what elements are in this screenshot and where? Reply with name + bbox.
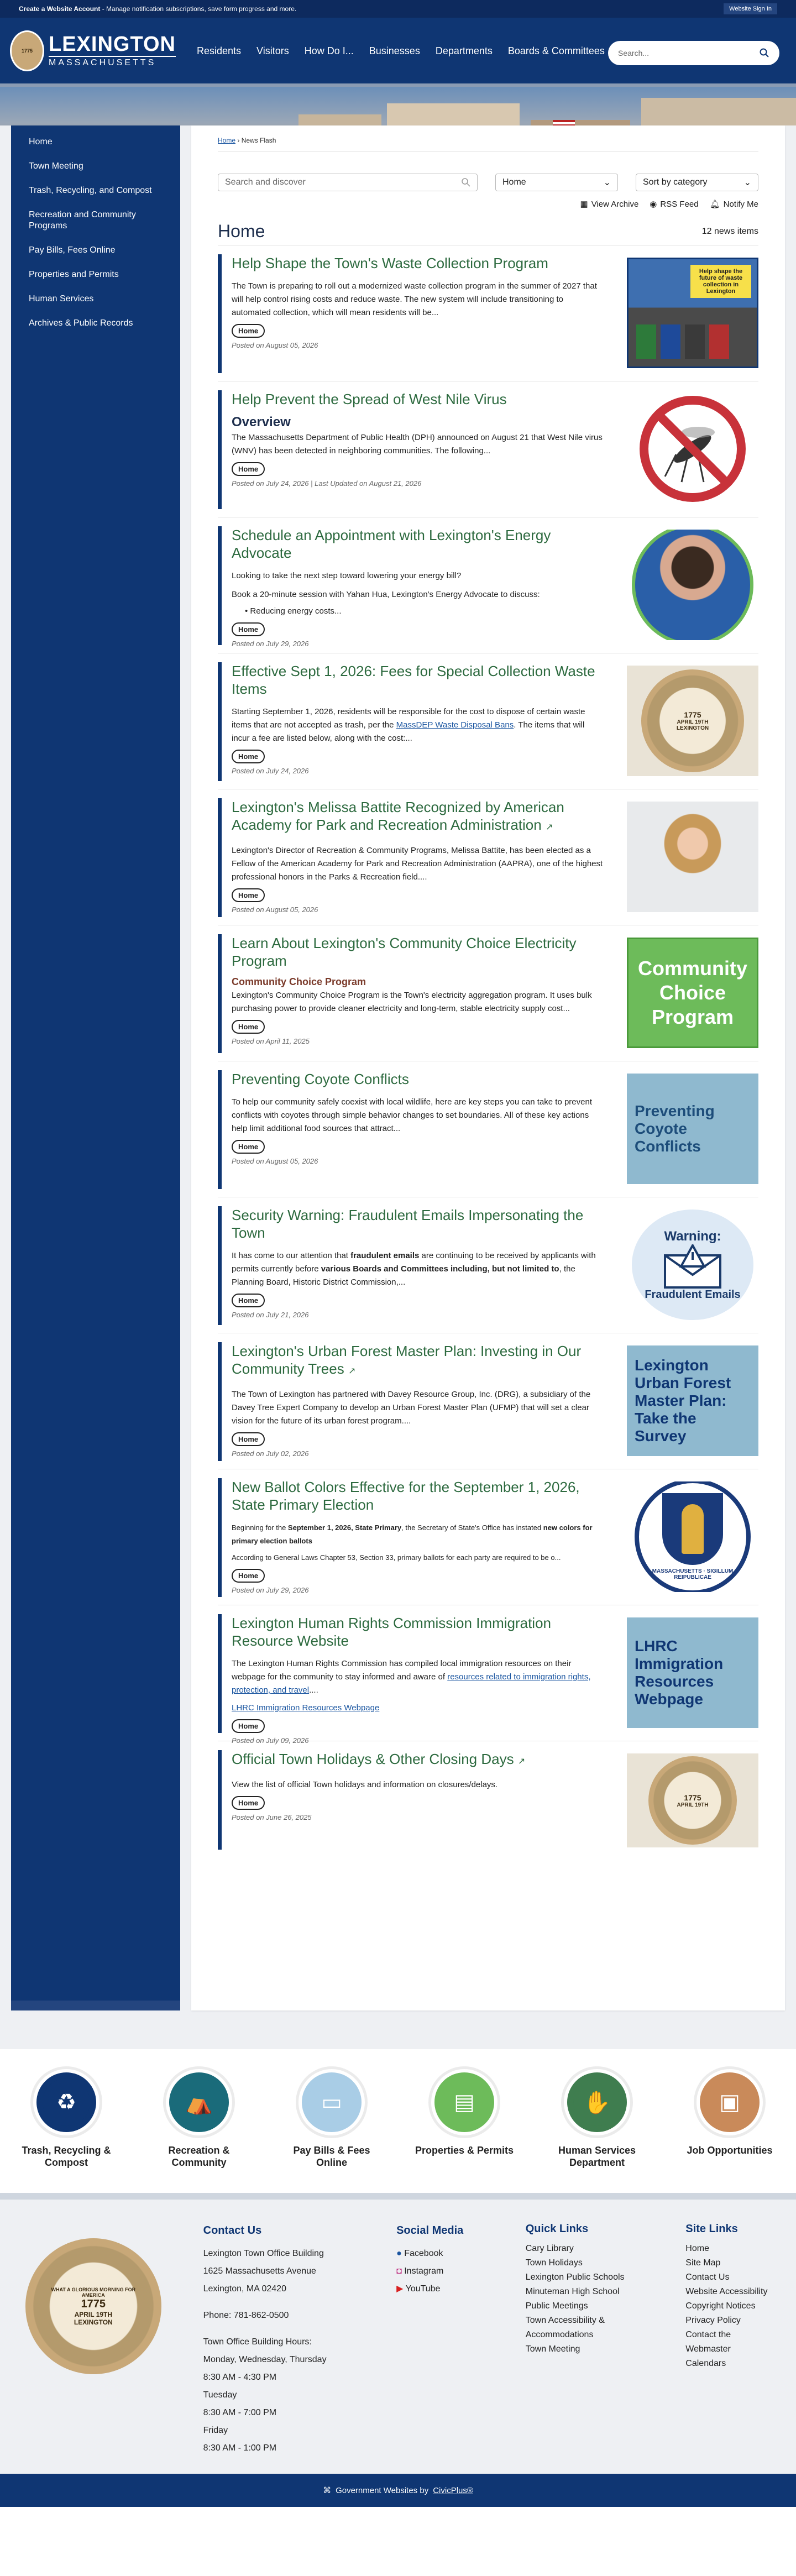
chevron-down-icon: ⌄ — [743, 178, 751, 187]
footer-site-links — [685, 2222, 796, 2457]
quicklink-trash[interactable] — [15, 2069, 117, 2169]
news-bullet: • Reducing energy costs... — [245, 606, 342, 616]
quicklink-label: Trash, Recycling & Compost — [22, 2145, 111, 2168]
footer-link[interactable]: Copyright Notices — [685, 2301, 756, 2311]
category-select[interactable] — [495, 174, 618, 191]
account-message — [19, 5, 296, 13]
footer-hours-line: Tuesday — [203, 2390, 237, 2400]
external-link-icon: ↗ — [545, 823, 553, 832]
news-title-link[interactable] — [232, 1750, 605, 1771]
news-title-link[interactable]: New Ballot Colors Effective for the September 1, 2026, State Primary Election — [232, 1479, 580, 1513]
nav-departments[interactable]: Departments — [435, 45, 493, 56]
news-excerpt — [232, 1249, 605, 1289]
sidebar-item-town-meeting[interactable]: Town Meeting — [29, 161, 83, 171]
news-thumbnail[interactable] — [627, 1210, 758, 1320]
breadcrumb-home[interactable]: Home — [218, 137, 236, 144]
recycle-glyph: ♻ — [56, 2090, 76, 2114]
footer-contact — [203, 2222, 396, 2457]
thumbnail-caption-top: Warning: — [664, 1228, 721, 1244]
news-excerpt: Lexington's Director of Recreation & Community Programs, Melissa Battite, has been elected as a Fellow of the American Academy for Park and Recreation Administration (AAPRA), one of the highest professional honors in the Parks & Recreation field.... — [232, 846, 603, 882]
seal-year: 1775 — [684, 1793, 701, 1802]
news-excerpt: The Town is preparing to roll out a modernized waste collection program in the summer of 2027 that will help control rising costs and reduce waste. The new system will include transitioning to automated collection, which will mean residents will be... — [232, 281, 597, 317]
recycle-icon — [43, 2078, 90, 2126]
news-item — [218, 653, 758, 789]
thumbnail-caption: LHRC Immigration Resources Webpage — [635, 1637, 724, 1708]
footer-hours-line: 8:30 AM - 4:30 PM — [203, 2373, 277, 2382]
briefcase-icon — [706, 2078, 753, 2126]
news-title-link[interactable]: Help Prevent the Spread of West Nile Virus — [232, 391, 507, 407]
news-date: Posted on April 11, 2025 — [232, 1037, 310, 1045]
news-item — [218, 517, 758, 653]
news-excerpt — [232, 1657, 605, 1697]
picnic-table-icon — [175, 2078, 223, 2126]
news-date: Posted on July 09, 2026 — [232, 1736, 309, 1745]
news-item — [218, 925, 758, 1061]
news-excerpt: View the list of official Town holidays and information on closures/delays. — [232, 1780, 498, 1789]
view-archive-link[interactable] — [580, 199, 639, 209]
news-excerpt-b: are continuing to be received by applicants with permits currently before — [232, 1251, 596, 1274]
page-body — [0, 125, 796, 2049]
footer-address-line: Lexington Town Office Building — [203, 2249, 324, 2258]
create-account-link[interactable]: Create a Website Account — [19, 5, 101, 13]
site-search-placeholder: Search... — [618, 49, 650, 57]
news-excerpt: The Town of Lexington has partnered with Davey Resource Group, Inc. (DRG), a subsidiary of the Davey Tree Expert Company to develop an Urban Forest Master Plan (UFMP) that will set a clear vision for the future of its urban forest program.... — [232, 1390, 591, 1426]
footer-phone: Phone: 781-862-0500 — [203, 2311, 289, 2320]
news-item — [218, 1605, 758, 1745]
news-thumbnail[interactable] — [627, 258, 758, 368]
account-message-text: - Manage notification subscriptions, save form progress and more. — [100, 5, 297, 13]
bell-icon: 🔔︎ — [709, 200, 720, 209]
massdep-bans-link[interactable]: MassDEP Waste Disposal Bans — [396, 720, 514, 730]
news-search-input[interactable] — [218, 174, 478, 191]
news-date: Posted on June 26, 2025 — [232, 1813, 312, 1821]
news-title-link[interactable]: Security Warning: Fraudulent Emails Impersonating the Town — [232, 1207, 584, 1241]
footer-link[interactable]: Calendars — [685, 2359, 726, 2368]
clipboard-glyph: ▤ — [454, 2090, 475, 2114]
seal-bottom-text: LEXINGTON — [676, 725, 709, 731]
news-date: Posted on July 02, 2026 — [232, 1449, 309, 1458]
news-date: Posted on August 05, 2026 — [232, 905, 318, 914]
footer-link[interactable]: Privacy Policy — [685, 2316, 741, 2325]
seal-year: 1775 — [81, 2297, 106, 2310]
page-title: Home — [218, 221, 265, 241]
news-excerpt-2: Book a 20-minute session with Yahan Hua, Lexington's Energy Advocate to discuss: — [232, 590, 540, 599]
news-thumbnail[interactable] — [627, 1481, 758, 1592]
facebook-link[interactable] — [396, 2245, 526, 2263]
footer-link[interactable]: Town Holidays — [525, 2258, 583, 2268]
news-list-header — [218, 221, 758, 245]
category-tag[interactable]: Home — [232, 324, 265, 338]
rss-icon: ◉ — [650, 200, 657, 209]
youtube-label: YouTube — [405, 2284, 441, 2294]
news-excerpt-a: It has come to our attention that — [232, 1251, 351, 1260]
footer-link[interactable]: Lexington Public Schools — [525, 2273, 625, 2282]
quicklink-label: Human Services Department — [558, 2145, 636, 2168]
search-icon[interactable] — [760, 48, 769, 58]
footer-link[interactable]: Public Meetings — [525, 2301, 588, 2311]
news-title-link[interactable]: Preventing Coyote Conflicts — [232, 1071, 409, 1087]
news-thumbnail[interactable] — [627, 1617, 758, 1728]
site-footer — [0, 2193, 796, 2474]
instagram-link[interactable] — [396, 2263, 526, 2280]
news-excerpt — [232, 1521, 605, 1548]
credit-card-icon — [308, 2078, 355, 2126]
site-search-input[interactable] — [608, 41, 779, 65]
footer-link[interactable]: Contact Us — [685, 2273, 730, 2282]
site-subtitle: MASSACHUSETTS — [49, 56, 176, 68]
sidebar-item-pay-bills[interactable]: Pay Bills, Fees Online — [29, 245, 116, 255]
sidebar-item-archives[interactable]: Archives & Public Records — [29, 318, 133, 328]
news-excerpt-text: The Lexington Human Rights Commission has compiled local immigration resources on their webpage for the community to stay informed and aware of — [232, 1659, 572, 1682]
news-date: Posted on August 05, 2026 — [232, 341, 318, 349]
news-search-placeholder: Search and discover — [225, 177, 306, 187]
news-subheading: Community Choice Program — [232, 976, 366, 987]
lhrc-webpage-link[interactable]: LHRC Immigration Resources Webpage — [232, 1703, 380, 1713]
category-tag[interactable]: Home — [232, 1294, 265, 1307]
site-header — [0, 18, 796, 87]
news-thumbnail[interactable] — [627, 1074, 758, 1184]
seal-year: 1775 — [21, 48, 33, 54]
news-filters — [218, 174, 758, 191]
news-title-link[interactable] — [232, 798, 605, 836]
quicklink-label: Properties & Permits — [415, 2145, 514, 2156]
view-archive-label: View Archive — [591, 199, 639, 209]
energy-advocate-photo — [632, 530, 753, 640]
seal-bottom-text: LEXINGTON — [74, 2318, 113, 2326]
news-excerpt-text: Starting September 1, 2026, residents will be responsible for the cost to dispose of certain waste items that are not accepted as trash, per the — [232, 707, 585, 730]
thumbnail-caption-bottom: Fraudulent Emails — [645, 1288, 741, 1301]
footer-link[interactable]: Minuteman High School — [525, 2287, 620, 2296]
chevron-down-icon: ⌄ — [603, 178, 611, 187]
sidebar-item-home[interactable]: Home — [29, 137, 53, 146]
news-item — [218, 1061, 758, 1197]
news-title-text: Official Town Holidays & Other Closing Days — [232, 1751, 514, 1767]
instagram-icon: ◘ — [396, 2266, 402, 2276]
civicplus-link[interactable]: CivicPlus® — [433, 2485, 473, 2495]
site-title: LEXINGTON — [49, 32, 176, 56]
nav-boards-committees[interactable]: Boards & Committees — [507, 45, 605, 56]
quick-links-icons — [0, 2049, 796, 2193]
breadcrumb — [218, 137, 758, 151]
nav-how-do-i[interactable]: How Do I... — [304, 45, 354, 56]
news-count: 12 news items — [701, 226, 758, 236]
news-excerpt-bold-b: new colors for primary election ballots — [232, 1523, 593, 1545]
news-date: Posted on July 29, 2026 — [232, 640, 309, 648]
instagram-label: Instagram — [404, 2266, 444, 2276]
breadcrumb-separator: › — [235, 137, 242, 144]
town-seal-icon — [648, 1756, 737, 1845]
category-tag[interactable]: Home — [232, 1432, 265, 1446]
news-thumbnail[interactable] — [627, 1345, 758, 1456]
quicklink-human-services[interactable] — [546, 2069, 648, 2169]
thumbnail-caption: Help shape the future of waste collection in Lexington — [690, 265, 751, 298]
news-item — [218, 789, 758, 925]
news-thumbnail[interactable] — [627, 530, 758, 640]
footer-link[interactable]: Town Meeting — [525, 2344, 580, 2354]
archive-icon: ▦ — [580, 200, 588, 209]
breadcrumb-current: News Flash — [241, 137, 276, 144]
news-title-link[interactable]: Effective Sept 1, 2026: Fees for Special Collection Waste Items — [232, 663, 595, 697]
thumbnail-caption: Preventing Coyote Conflicts — [635, 1102, 715, 1155]
category-tag[interactable]: Home — [232, 462, 265, 476]
news-excerpt-bold-b: various Boards and Committees including, but not limited to — [321, 1264, 559, 1274]
facebook-icon: ● — [396, 2249, 402, 2258]
footer-quick-heading: Quick Links — [525, 2223, 589, 2235]
news-item — [218, 381, 758, 517]
sidebar-item-trash[interactable]: Trash, Recycling, and Compost — [29, 186, 152, 195]
town-seal-icon — [641, 669, 744, 772]
notify-me-label: Notify Me — [723, 199, 758, 209]
news-actions — [218, 199, 758, 209]
footer-contact-heading: Contact Us — [203, 2224, 262, 2237]
category-tag[interactable]: Home — [232, 750, 265, 763]
search-icon[interactable] — [462, 178, 470, 187]
nav-residents[interactable]: Residents — [197, 45, 242, 56]
staff-photo — [627, 802, 758, 912]
footer-link[interactable]: Website Accessibility — [685, 2287, 768, 2296]
main-content — [191, 125, 785, 2010]
primary-nav — [189, 44, 612, 57]
immigration-resources-link[interactable]: resources related to immigration rights, protection, and travel — [232, 1672, 591, 1695]
news-excerpt-b: , the Secretary of State's Office has instated — [401, 1523, 543, 1532]
category-tag[interactable]: Home — [232, 1020, 265, 1034]
footer-hours-line: 8:30 AM - 1:00 PM — [203, 2443, 277, 2453]
email-warning-icon — [662, 1244, 723, 1289]
news-date: Posted on July 29, 2026 — [232, 1586, 309, 1594]
news-excerpt: Lexington's Community Choice Program is the Town's electricity aggregation program. It uses bulk purchasing power to provide cleaner electricity and long-term, stable electricity supply cost... — [232, 991, 592, 1013]
youtube-link[interactable] — [396, 2280, 526, 2298]
news-excerpt-2: According to General Laws Chapter 53, Section 33, primary ballots for each party are required to be o... — [232, 1553, 561, 1562]
footer-address-line: 1625 Massachusetts Avenue — [203, 2266, 316, 2276]
external-link-icon: ↗ — [348, 1366, 356, 1376]
handshake-glyph: ✋ — [583, 2090, 611, 2115]
news-excerpt: To help our community safely coexist with local wildlife, here are key steps you can take to prevent conflicts with coyotes through simple behavior changes to set boundaries. All of these key actions help limit additional food sources that attract... — [232, 1097, 592, 1133]
news-title-link[interactable]: Schedule an Appointment with Lexington's Energy Advocate — [232, 527, 551, 561]
briefcase-glyph: ▣ — [719, 2090, 740, 2114]
seal-caption: MASSACHUSETTS · SIGILLUM REIPUBLICAE — [652, 1568, 734, 1580]
category-value: Home — [502, 177, 526, 187]
footer-link[interactable]: Town Accessibility & Accommodations — [525, 2316, 605, 2339]
youtube-icon: ▶ — [396, 2284, 404, 2294]
news-excerpt-bold-a: fraudulent emails — [350, 1251, 420, 1260]
sidebar-item-human-services[interactable]: Human Services — [29, 294, 94, 303]
footer-link[interactable]: Contact the Webmaster — [685, 2330, 731, 2354]
news-date: Posted on July 24, 2026 — [232, 767, 309, 775]
seal-year: 1775 — [684, 710, 701, 719]
category-tag[interactable]: Home — [232, 622, 265, 636]
news-item — [218, 1333, 758, 1469]
handshake-icon — [573, 2078, 621, 2126]
news-excerpt-a: Beginning for the — [232, 1523, 288, 1532]
news-title-link[interactable]: Lexington Human Rights Commission Immigration Resource Website — [232, 1615, 552, 1649]
footer-quick-links — [526, 2222, 686, 2457]
news-item — [218, 245, 758, 381]
sidebar-item-recreation[interactable]: Recreation and Community Programs — [29, 210, 136, 231]
news-date: Posted on July 24, 2026 | Last Updated on August 21, 2026 — [232, 479, 422, 488]
quicklink-label: Recreation & Community — [168, 2145, 230, 2168]
quicklink-label: Job Opportunities — [687, 2145, 773, 2156]
news-item — [218, 1197, 758, 1333]
news-title-link[interactable]: Help Shape the Town's Waste Collection Program — [232, 255, 548, 271]
category-tag[interactable]: Home — [232, 888, 265, 902]
news-item — [218, 1741, 758, 1857]
civicplus-bar — [0, 2474, 796, 2507]
civicplus-text: Government Websites by — [336, 2485, 429, 2495]
seal-date: APRIL 19TH — [677, 1802, 709, 1808]
footer-social — [396, 2222, 526, 2457]
news-thumbnail[interactable] — [627, 394, 758, 504]
category-tag[interactable]: Home — [232, 1796, 265, 1810]
news-date: Posted on July 21, 2026 — [232, 1311, 309, 1319]
massachusetts-seal-icon — [635, 1481, 751, 1592]
thumbnail-caption: Lexington Urban Forest Master Plan: Take the Survey — [635, 1357, 731, 1444]
news-excerpt-bold-a: September 1, 2026, State Primary — [287, 1523, 402, 1532]
footer-link[interactable]: Home — [685, 2244, 709, 2253]
footer-hours-heading: Town Office Building Hours: — [203, 2337, 312, 2347]
news-title-text: Lexington's Melissa Battite Recognized by American Academy for Park and Recreation Administration — [232, 799, 564, 833]
seal-date: APRIL 19TH — [677, 719, 709, 725]
footer-hours-line: 8:30 AM - 7:00 PM — [203, 2408, 277, 2417]
news-item — [218, 1469, 758, 1605]
town-seal-icon — [10, 30, 44, 71]
news-excerpt-after: . The items that will incur a fee are listed below, along with the cost:... — [232, 720, 585, 743]
footer-hours-line: Monday, Wednesday, Thursday — [203, 2355, 327, 2364]
news-date: Posted on August 05, 2026 — [232, 1157, 318, 1165]
footer-link[interactable]: Cary Library — [525, 2244, 574, 2253]
category-tag[interactable]: Home — [232, 1569, 265, 1583]
rss-feed-link[interactable] — [650, 199, 698, 209]
footer-hours-line: Friday — [203, 2426, 228, 2435]
thumbnail-caption: Community Choice Program — [638, 957, 747, 1028]
news-excerpt — [232, 705, 605, 745]
news-excerpt: The Massachusetts Department of Public Health (DPH) announced on August 21 that West Nile virus (WNV) has been detected in neighboring communities. The following... — [232, 433, 603, 455]
category-tag[interactable]: Home — [232, 1140, 265, 1154]
news-excerpt-c: , the Planning Board, Historic District Commission,... — [232, 1264, 575, 1287]
external-link-icon: ↗ — [517, 1757, 526, 1766]
news-title-text: Lexington's Urban Forest Master Plan: Investing in Our Community Trees — [232, 1343, 582, 1377]
news-excerpt-after: .... — [309, 1685, 318, 1695]
notify-me-link[interactable] — [710, 199, 758, 209]
civicplus-icon: ⌘ — [323, 2486, 332, 2495]
news-subheading: Overview — [232, 415, 291, 430]
footer-link[interactable]: Site Map — [685, 2258, 721, 2268]
news-thumbnail[interactable] — [627, 938, 758, 1048]
sort-value: Sort by category — [643, 177, 708, 187]
no-mosquito-icon — [637, 394, 748, 504]
footer-address-line: Lexington, MA 02420 — [203, 2284, 286, 2294]
clipboard-icon — [441, 2078, 488, 2126]
rss-feed-label: RSS Feed — [660, 199, 699, 209]
nav-businesses[interactable]: Businesses — [369, 45, 420, 56]
footer-site-heading: Site Links — [685, 2223, 738, 2235]
quicklink-properties[interactable] — [413, 2069, 515, 2169]
news-thumbnail[interactable] — [627, 666, 758, 776]
account-bar — [0, 0, 796, 18]
category-tag[interactable]: Home — [232, 1719, 265, 1733]
nav-visitors[interactable]: Visitors — [256, 45, 289, 56]
card-glyph: ▭ — [321, 2090, 342, 2114]
seal-date: APRIL 19TH — [74, 2310, 113, 2318]
sort-select[interactable] — [636, 174, 758, 191]
sidebar-nav — [11, 125, 180, 2010]
footer-social-heading: Social Media — [396, 2224, 464, 2237]
site-logo[interactable] — [10, 30, 176, 71]
quicklink-jobs[interactable] — [679, 2069, 781, 2169]
news-bullet-text: Reducing energy costs... — [250, 606, 342, 616]
quicklink-pay-bills[interactable] — [281, 2069, 383, 2169]
picnic-glyph: ⛺ — [185, 2090, 213, 2115]
news-title-link[interactable] — [232, 1342, 605, 1380]
facebook-label: Facebook — [404, 2249, 443, 2258]
news-thumbnail[interactable] — [627, 1753, 758, 1847]
quicklink-recreation[interactable] — [148, 2069, 250, 2169]
news-title-link[interactable]: Learn About Lexington's Community Choice Electricity Program — [232, 935, 577, 969]
news-excerpt: Looking to take the next step toward lowering your energy bill? — [232, 571, 462, 580]
quicklink-label: Pay Bills & Fees Online — [293, 2145, 370, 2168]
news-thumbnail[interactable] — [627, 802, 758, 912]
sidebar-item-properties[interactable]: Properties and Permits — [29, 270, 119, 279]
town-seal-icon — [25, 2238, 161, 2374]
seal-top-text: WHAT A GLORIOUS MORNING FOR AMERICA — [51, 2286, 136, 2298]
sign-in-button[interactable]: Website Sign In — [724, 3, 777, 14]
